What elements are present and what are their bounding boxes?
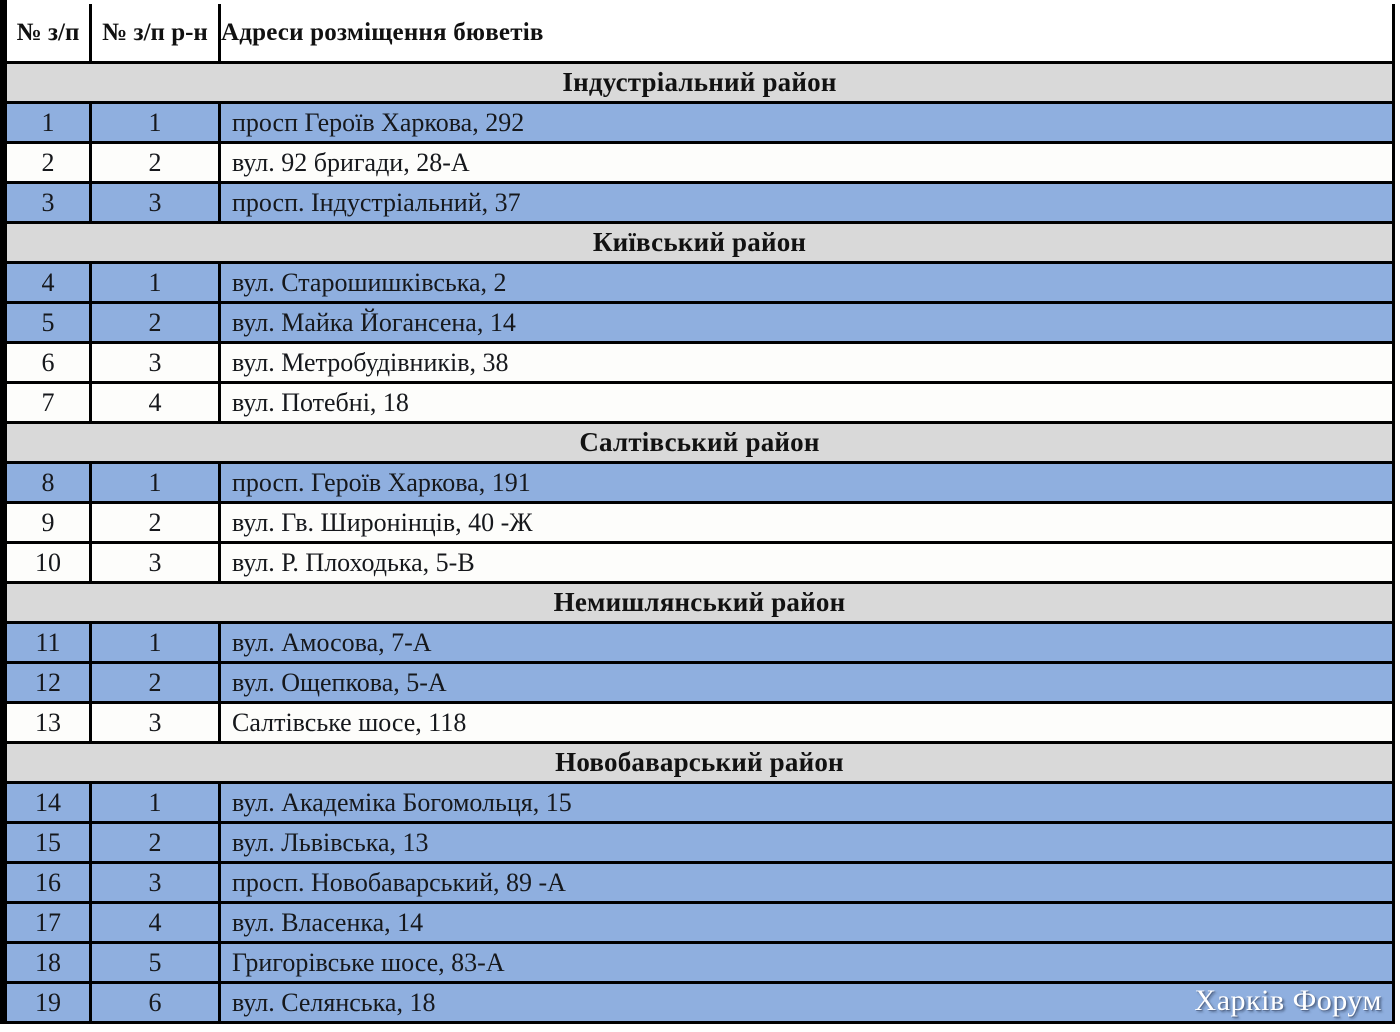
table-row: [4, 703, 1394, 743]
table-row: [4, 823, 1394, 863]
district-name: Новобаварський район: [4, 743, 1394, 783]
row-address: просп Героїв Харкова, 292: [220, 103, 1394, 143]
row-sequence-number: 1: [4, 103, 91, 143]
row-sequence-number: 10: [4, 543, 91, 583]
table-row: [4, 383, 1394, 423]
district-name: Салтівський район: [4, 423, 1394, 463]
column-header-address: Адреси розміщення бюветів: [220, 2, 1394, 63]
table-row: [4, 503, 1394, 543]
row-sequence-number: 4: [4, 263, 91, 303]
row-address: вул. Академіка Богомольця, 15: [220, 783, 1394, 823]
district-name: Київський район: [4, 223, 1394, 263]
row-sequence-number: 5: [4, 303, 91, 343]
column-header-sequence-number: № з/п: [4, 2, 91, 63]
table-row: [4, 143, 1394, 183]
table-row: [4, 863, 1394, 903]
table-row: [4, 103, 1394, 143]
table-row: [4, 303, 1394, 343]
row-sequence-number: 12: [4, 663, 91, 703]
row-district-sequence-number: 2: [91, 823, 220, 863]
row-address: вул. Гв. Широнінців, 40 -Ж: [220, 503, 1394, 543]
row-sequence-number: 6: [4, 343, 91, 383]
row-address: вул. Старошишківська, 2: [220, 263, 1394, 303]
row-sequence-number: 17: [4, 903, 91, 943]
table-header: [4, 2, 1394, 63]
row-address: вул. Метробудівників, 38: [220, 343, 1394, 383]
table-row: [4, 263, 1394, 303]
table-row: [4, 903, 1394, 943]
row-address: вул. 92 бригади, 28-А: [220, 143, 1394, 183]
row-sequence-number: 18: [4, 943, 91, 983]
row-address: вул. Потебні, 18: [220, 383, 1394, 423]
row-sequence-number: 13: [4, 703, 91, 743]
row-district-sequence-number: 3: [91, 703, 220, 743]
table-row: [4, 663, 1394, 703]
row-district-sequence-number: 3: [91, 343, 220, 383]
row-address: вул. Власенка, 14: [220, 903, 1394, 943]
row-district-sequence-number: 3: [91, 543, 220, 583]
table-row: [4, 983, 1394, 1023]
row-district-sequence-number: 4: [91, 903, 220, 943]
district-name: Індустріальний район: [4, 63, 1394, 103]
row-sequence-number: 11: [4, 623, 91, 663]
row-district-sequence-number: 5: [91, 943, 220, 983]
row-district-sequence-number: 2: [91, 143, 220, 183]
row-sequence-number: 15: [4, 823, 91, 863]
table-row: [4, 463, 1394, 503]
row-address: вул. Амосова, 7-А: [220, 623, 1394, 663]
row-sequence-number: 19: [4, 983, 91, 1023]
row-district-sequence-number: 2: [91, 663, 220, 703]
district-header-row: [4, 223, 1394, 263]
row-district-sequence-number: 6: [91, 983, 220, 1023]
row-address: вул. Львівська, 13: [220, 823, 1394, 863]
table-row: [4, 783, 1394, 823]
row-sequence-number: 8: [4, 463, 91, 503]
row-address: просп. Героїв Харкова, 191: [220, 463, 1394, 503]
row-sequence-number: 9: [4, 503, 91, 543]
row-district-sequence-number: 2: [91, 303, 220, 343]
table-row: [4, 343, 1394, 383]
row-district-sequence-number: 1: [91, 623, 220, 663]
row-district-sequence-number: 1: [91, 463, 220, 503]
row-address: Григорівське шосе, 83-А: [220, 943, 1394, 983]
row-address: просп. Індустріальний, 37: [220, 183, 1394, 223]
row-address: просп. Новобаварський, 89 -А: [220, 863, 1394, 903]
table-body: [4, 63, 1394, 1023]
row-sequence-number: 2: [4, 143, 91, 183]
table-row: [4, 183, 1394, 223]
row-sequence-number: 14: [4, 783, 91, 823]
district-header-row: [4, 423, 1394, 463]
row-sequence-number: 7: [4, 383, 91, 423]
row-address: вул. Майка Йогансена, 14: [220, 303, 1394, 343]
row-address: Салтівське шосе, 118: [220, 703, 1394, 743]
district-name: Немишлянський район: [4, 583, 1394, 623]
row-district-sequence-number: 4: [91, 383, 220, 423]
watermark: Харків Форум: [1194, 984, 1382, 1017]
row-district-sequence-number: 3: [91, 863, 220, 903]
table-row: [4, 623, 1394, 663]
district-header-row: [4, 583, 1394, 623]
table-row: [4, 943, 1394, 983]
row-address: вул. Р. Плоходька, 5-В: [220, 543, 1394, 583]
row-district-sequence-number: 2: [91, 503, 220, 543]
column-header-district-sequence-number: № з/п р-н: [91, 2, 220, 63]
row-address: вул. Ощепкова, 5-А: [220, 663, 1394, 703]
row-sequence-number: 3: [4, 183, 91, 223]
row-district-sequence-number: 1: [91, 103, 220, 143]
row-sequence-number: 16: [4, 863, 91, 903]
district-header-row: [4, 63, 1394, 103]
row-address: вул. Селянська, 18: [220, 983, 1394, 1023]
row-district-sequence-number: 1: [91, 263, 220, 303]
table-row: [4, 543, 1394, 583]
header-row: [4, 2, 1394, 63]
row-district-sequence-number: 1: [91, 783, 220, 823]
district-header-row: [4, 743, 1394, 783]
row-district-sequence-number: 3: [91, 183, 220, 223]
